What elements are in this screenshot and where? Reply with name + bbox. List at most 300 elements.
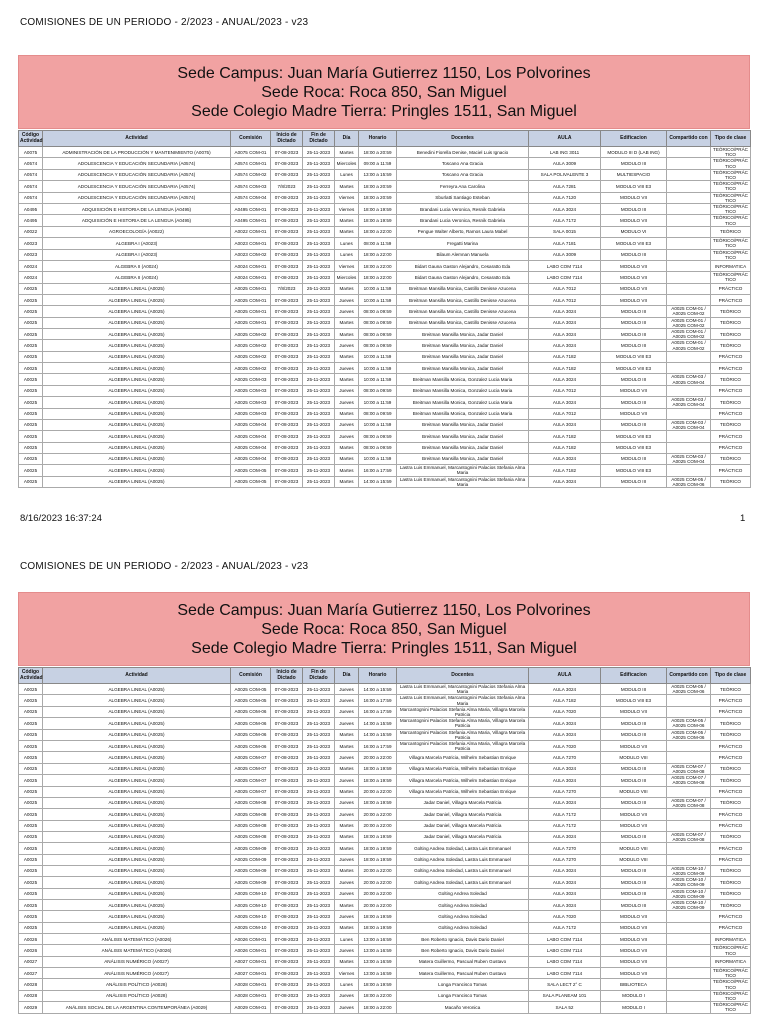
cell-edificacion: MODULO III [601,775,667,786]
cell-inicio: 07-08-2023 [271,408,303,419]
cell-tipo: TEÓRICO [711,453,751,464]
banner-line: Sede Roca: Roca 850, San Miguel [261,620,507,638]
cell-compartido [667,431,711,442]
cell-comision: A0495 COM-01 [231,215,271,226]
cell-edificacion: MULTIESPACIO [601,169,667,180]
footer-page-number: 1 [740,513,746,524]
cell-comision: A0025 COM-09 [231,854,271,865]
cell-actividad: ANÁLISIS NUMÉRICO (A0027) [43,968,231,979]
cell-aula: LABO COM 7114 [529,968,601,979]
cell-edificacion: MODULO VII [601,922,667,933]
cell-codigo: A0025 [19,741,43,752]
cell-fin: 25-11-2023 [303,294,335,305]
cell-edificacion: MODULO III [601,900,667,911]
cell-docentes: Benedini Fiorella Denise, Maciel Luis Ignacio [397,147,529,158]
cell-tipo: TEÓRICO [711,329,751,340]
table-row [19,249,751,260]
cell-dia: Jueves [335,706,359,717]
cell-edificacion: MODULO VIII E3 [601,465,667,476]
cell-edificacion: MODULO VII [601,945,667,956]
cell-actividad: AGROECOLOGÍA (A0022) [43,226,231,237]
cell-compartido [667,843,711,854]
cell-inicio: 07-08-2023 [271,718,303,729]
cell-actividad: ALGEBRA LINEAL (A0025) [43,397,231,408]
cell-fin: 25-11-2023 [303,990,335,1001]
cell-dia: Viernes [335,192,359,203]
cell-aula: AULA 3024 [529,888,601,899]
cell-aula: AULA 7172 [529,922,601,933]
cell-dia: Lunes [335,249,359,260]
cell-actividad: ALGEBRA LINEAL (A0025) [43,329,231,340]
cell-dia: Martes [335,408,359,419]
cell-edificacion: BIBLIOTECA [601,979,667,990]
table-row [19,147,751,158]
cell-codigo: A0025 [19,363,43,374]
table-row [19,317,751,328]
cell-horario: 18:00 a 19:59 [359,775,397,786]
cell-codigo: A0025 [19,706,43,717]
cell-edificacion: MODULO VII [601,272,667,283]
cell-dia: Martes [335,351,359,362]
cell-comision: A0025 COM-03 [231,385,271,396]
cell-aula: AULA 3009 [529,158,601,169]
cell-horario: 20:00 a 22:00 [359,877,397,888]
cell-docentes: Golting Andrea Soledad, Lastra Luis Emmanuel [397,865,529,876]
column-header-horario: Horario [359,131,397,147]
cell-edificacion: MODULO III [601,797,667,808]
cell-tipo: TEÓRICO/PRÁCTICO [711,147,751,158]
cell-docentes: Lastra Luis Emmanuel, Marcantognini Palacios Stefania Alma Maria [397,476,529,487]
cell-actividad: ALGEBRA LINEAL (A0025) [43,911,231,922]
cell-aula: AULA 3024 [529,453,601,464]
cell-tipo: TEÓRICO/PRÁCTICO [711,169,751,180]
cell-aula: SALA 0015 [529,226,601,237]
cell-comision: A0025 COM-06 [231,718,271,729]
cell-edificacion: MODULO III [601,718,667,729]
cell-fin: 25-11-2023 [303,476,335,487]
cell-codigo: A0025 [19,809,43,820]
cell-fin: 25-11-2023 [303,752,335,763]
cell-fin: 25-11-2023 [303,843,335,854]
cell-edificacion: MODULO VIII [601,843,667,854]
cell-docentes: Ben Roberto Ignacio, Davis Dario Daniel [397,934,529,945]
cell-docentes: Bilaum Alemnan Manuela [397,249,529,260]
cell-fin: 25-11-2023 [303,763,335,774]
cell-codigo: A0029 [19,1002,43,1013]
table-row [19,775,751,786]
cell-codigo: A0025 [19,786,43,797]
cell-inicio: 07-08-2023 [271,797,303,808]
cell-codigo: A0025 [19,397,43,408]
cell-codigo: A0025 [19,831,43,842]
cell-codigo: A0025 [19,329,43,340]
table-header-row [19,668,751,684]
cell-comision: A0574 COM-03 [231,181,271,192]
cell-edificacion: MODULO VIII E3 [601,181,667,192]
cell-actividad: ALGEBRA LINEAL (A0025) [43,843,231,854]
cell-dia: Jueves [335,419,359,430]
cell-docentes: Breitman Mansilla Monica, Jadar Daniel [397,363,529,374]
cell-horario: 18:00 a 19:59 [359,911,397,922]
report-title: COMISIONES DE UN PERIODO - 2/2023 - ANUAL/2023 - v23 [20,561,309,572]
cell-inicio: 7/8/2023 [271,181,303,192]
cell-codigo: A0023 [19,238,43,249]
cell-edificacion: MODULO VII [601,408,667,419]
cell-compartido [667,283,711,294]
cell-aula: AULA 7270 [529,752,601,763]
cell-codigo: A0025 [19,442,43,453]
cell-compartido [667,752,711,763]
table-row [19,238,751,249]
cell-fin: 25-11-2023 [303,877,335,888]
cell-edificacion: MODULO VII [601,911,667,922]
cell-codigo: A0025 [19,431,43,442]
cell-aula: AULA 7182 [529,695,601,706]
cell-fin: 25-11-2023 [303,911,335,922]
cell-actividad: ALGEBRA LINEAL (A0025) [43,763,231,774]
cell-compartido [667,979,711,990]
cell-actividad: ALGEBRA LINEAL (A0025) [43,718,231,729]
cell-aula: AULA 3024 [529,419,601,430]
cell-fin: 25-11-2023 [303,317,335,328]
cell-inicio: 07-08-2023 [271,684,303,695]
cell-edificacion: MODULO VII [601,215,667,226]
cell-compartido: A0025 COM-07 / A0025 COM-08 [667,831,711,842]
cell-inicio: 07-08-2023 [271,385,303,396]
cell-actividad: ALGEBRA LINEAL (A0025) [43,294,231,305]
cell-inicio: 07-08-2023 [271,374,303,385]
table-row [19,226,751,237]
cell-edificacion: MODULO VII [601,192,667,203]
cell-edificacion: MODULO III [601,888,667,899]
cell-actividad: ALGEBRA LINEAL (A0025) [43,752,231,763]
cell-docentes: Golting Andrea Soledad, Lastra Luis Emmanuel [397,854,529,865]
cell-edificacion: MODULO VIII E3 [601,442,667,453]
table-row [19,385,751,396]
cell-horario: 20:00 a 22:00 [359,865,397,876]
cell-codigo: A0025 [19,306,43,317]
cell-horario: 08:00 a 09:59 [359,385,397,396]
cell-tipo: TEÓRICO [711,763,751,774]
cell-actividad: ALGEBRA LINEAL (A0025) [43,442,231,453]
cell-tipo: TEÓRICO/PRÁCTICO [711,979,751,990]
cell-compartido [667,922,711,933]
cell-tipo: TEÓRICO/PRÁCTICO [711,945,751,956]
cell-horario: 18:00 a 19:59 [359,922,397,933]
cell-dia: Martes [335,226,359,237]
cell-actividad: ADQUISICIÓN E HISTORIA DE LA LENGUA (A0495) [43,204,231,215]
banner-line: Sede Campus: Juan María Gutierrez 1150, Los Polvorines [177,601,591,619]
cell-docentes: Villagra Marcela Patricia, Wilhelm Sebastian Enrique [397,775,529,786]
cell-actividad: ALGEBRA LINEAL (A0025) [43,809,231,820]
cell-docentes: Villagra Marcela Patricia, Wilhelm Sebastian Enrique [397,763,529,774]
column-header-aula: AULA [529,668,601,684]
cell-actividad: ALGEBRA LINEAL (A0025) [43,900,231,911]
cell-dia: Martes [335,181,359,192]
cell-compartido [667,934,711,945]
cell-comision: A0025 COM-08 [231,820,271,831]
cell-docentes: Breitman Mansilla Monica, Castillo Denisse Azucena [397,283,529,294]
cell-actividad: ALGEBRA LINEAL (A0025) [43,465,231,476]
cell-horario: 10:00 a 11:59 [359,363,397,374]
cell-docentes: Breitman Mansilla Monica, Jadar Daniel [397,453,529,464]
cell-codigo: A0574 [19,192,43,203]
cell-fin: 25-11-2023 [303,385,335,396]
cell-compartido: A0025 COM-07 / A0025 COM-08 [667,797,711,808]
cell-edificacion: MODULO VIII E3 [601,431,667,442]
cell-edificacion: MODULO VII [601,260,667,271]
cell-aula: AULA 3024 [529,877,601,888]
cell-tipo: PRÁCTICO [711,408,751,419]
cell-comision: A0075 COM-01 [231,147,271,158]
cell-edificacion: MODULO III D (LAB ING) [601,147,667,158]
cell-tipo: PRÁCTICO [711,911,751,922]
cell-inicio: 07-08-2023 [271,956,303,967]
cell-edificacion: MODULO VII [601,741,667,752]
cell-actividad: ANÁLISIS POLÍTICO (A0028) [43,990,231,1001]
cell-compartido [667,820,711,831]
cell-codigo: A0025 [19,453,43,464]
cell-aula: AULA 7182 [529,431,601,442]
cell-fin: 25-11-2023 [303,306,335,317]
table-body [19,684,751,1014]
cell-fin: 25-11-2023 [303,408,335,419]
cell-inicio: 07-08-2023 [271,843,303,854]
cell-dia: Martes [335,956,359,967]
cell-edificacion: MODULO VIII E3 [601,238,667,249]
cell-tipo: PRÁCTICO [711,922,751,933]
cell-codigo: A0028 [19,990,43,1001]
cell-actividad: ADMINISTRACIÓN DE LA PRODUCCIÓN Y MANTENIMIENTO (A0075) [43,147,231,158]
table-row [19,329,751,340]
table-row [19,374,751,385]
cell-dia: Viernes [335,260,359,271]
cell-aula: AULA 3024 [529,684,601,695]
cell-edificacion: MODULO III [601,204,667,215]
cell-aula: AULA 7182 [529,351,601,362]
table-row [19,979,751,990]
cell-codigo: A0495 [19,215,43,226]
cell-fin: 25-11-2023 [303,1002,335,1013]
cell-compartido [667,249,711,260]
cell-dia: Jueves [335,945,359,956]
cell-dia: Jueves [335,695,359,706]
cell-docentes: Macaño Veronica [397,1002,529,1013]
cell-comision: A0027 COM-01 [231,956,271,967]
cell-fin: 25-11-2023 [303,340,335,351]
cell-horario: 18:00 a 22:00 [359,272,397,283]
table-row [19,922,751,933]
cell-horario: 20:00 a 22:00 [359,888,397,899]
cell-aula: AULA 7012 [529,283,601,294]
column-header-compartido: Compartido con [667,131,711,147]
cell-edificacion: MODULO I [601,1002,667,1013]
cell-comision: A0025 COM-10 [231,888,271,899]
cell-horario: 18:00 a 22:00 [359,260,397,271]
cell-tipo: TEÓRICO/PRÁCTICO [711,990,751,1001]
cell-comision: A0025 COM-04 [231,453,271,464]
cell-docentes: Lastra Luis Emmanuel, Marcantognini Palacios Stefania Alma Maria [397,695,529,706]
banner-line: Sede Campus: Juan María Gutierrez 1150, Los Polvorines [177,64,591,82]
cell-horario: 18:00 a 19:59 [359,979,397,990]
footer-timestamp: 8/16/2023 16:37:24 [20,513,102,524]
cell-comision: A0025 COM-07 [231,763,271,774]
cell-codigo: A0024 [19,272,43,283]
cell-comision: A0025 COM-02 [231,351,271,362]
cell-horario: 10:00 a 11:59 [359,294,397,305]
cell-docentes: Breitman Mansilla Monica, Gonzalez Lucia Maria [397,374,529,385]
cell-edificacion: MODULO VIII [601,786,667,797]
cell-fin: 25-11-2023 [303,158,335,169]
cell-aula: AULA 3024 [529,329,601,340]
cell-comision: A0022 COM-01 [231,226,271,237]
cell-compartido [667,215,711,226]
cell-fin: 25-11-2023 [303,695,335,706]
cell-inicio: 07-08-2023 [271,865,303,876]
cell-horario: 18:00 a 19:59 [359,843,397,854]
cell-docentes: Villagra Marcela Patricia, Wilhelm Sebastian Enrique [397,752,529,763]
cell-comision: A0025 COM-09 [231,865,271,876]
cell-aula: AULA 7182 [529,363,601,374]
table-row [19,718,751,729]
cell-fin: 25-11-2023 [303,181,335,192]
cell-fin: 25-11-2023 [303,741,335,752]
cell-compartido [667,442,711,453]
cell-tipo: PRÁCTICO [711,854,751,865]
cell-aula: AULA 3024 [529,900,601,911]
cell-compartido [667,695,711,706]
cell-docentes: Toscano Ana Gracia [397,158,529,169]
cell-inicio: 07-08-2023 [271,226,303,237]
cell-dia: Jueves [335,752,359,763]
cell-compartido [667,956,711,967]
cell-edificacion: MODULO III [601,397,667,408]
cell-inicio: 07-08-2023 [271,351,303,362]
cell-horario: 18:00 a 19:59 [359,215,397,226]
cell-codigo: A0025 [19,797,43,808]
cell-inicio: 07-08-2023 [271,911,303,922]
cell-actividad: ALGEBRA LINEAL (A0025) [43,729,231,740]
cell-inicio: 07-08-2023 [271,453,303,464]
cell-docentes: Pengue Walter Alberto, Ramos Laura Mabel [397,226,529,237]
cell-edificacion: MODULO VII [601,820,667,831]
cell-tipo: TEÓRICO [711,877,751,888]
cell-actividad: ALGEBRA LINEAL (A0025) [43,865,231,876]
cell-horario: 14:00 a 15:59 [359,729,397,740]
cell-inicio: 07-08-2023 [271,1002,303,1013]
cell-comision: A0574 COM-01 [231,158,271,169]
cell-fin: 25-11-2023 [303,820,335,831]
cell-fin: 25-11-2023 [303,374,335,385]
column-header-comision: Comisión [231,668,271,684]
column-header-dia: Día [335,668,359,684]
cell-inicio: 07-08-2023 [271,476,303,487]
cell-horario: 08:00 a 09:59 [359,329,397,340]
cell-compartido: A0025 COM-03 / A0025 COM-04 [667,397,711,408]
cell-edificacion: MODULO VII [601,956,667,967]
cell-codigo: A0025 [19,820,43,831]
cell-compartido [667,385,711,396]
cell-fin: 25-11-2023 [303,922,335,933]
cell-inicio: 07-08-2023 [271,158,303,169]
cell-compartido [667,809,711,820]
cell-compartido: A0025 COM-05 / A0025 COM-06 [667,729,711,740]
cell-fin: 25-11-2023 [303,397,335,408]
column-header-inicio: Inicio de Dictado [271,668,303,684]
cell-horario: 13:00 a 16:59 [359,956,397,967]
column-header-compartido: Compartido con [667,668,711,684]
table-header-row [19,131,751,147]
cell-actividad: ALGEBRA II (A0024) [43,272,231,283]
cell-dia: Jueves [335,877,359,888]
cell-dia: Jueves [335,775,359,786]
cell-horario: 13:00 a 16:59 [359,968,397,979]
cell-comision: A0025 COM-07 [231,752,271,763]
cell-fin: 25-11-2023 [303,226,335,237]
cell-inicio: 07-08-2023 [271,934,303,945]
table-row [19,831,751,842]
cell-dia: Martes [335,317,359,328]
cell-codigo: A0025 [19,408,43,419]
cell-horario: 10:00 a 11:59 [359,351,397,362]
cell-compartido [667,169,711,180]
cell-inicio: 07-08-2023 [271,340,303,351]
cell-aula: AULA 3024 [529,797,601,808]
cell-aula: AULA 3009 [529,249,601,260]
cell-fin: 25-11-2023 [303,831,335,842]
cell-comision: A0025 COM-05 [231,695,271,706]
cell-aula: LABO COM 7114 [529,272,601,283]
table-row [19,431,751,442]
cell-horario: 18:00 a 22:00 [359,1002,397,1013]
cell-horario: 20:00 a 22:00 [359,820,397,831]
cell-tipo: TEÓRICO [711,374,751,385]
cell-aula: AULA 7012 [529,294,601,305]
cell-codigo: A0025 [19,888,43,899]
cell-fin: 25-11-2023 [303,249,335,260]
table-row [19,272,751,283]
cell-edificacion: MODULO VII [601,706,667,717]
cell-codigo: A0025 [19,911,43,922]
cell-edificacion: MODULO III [601,329,667,340]
cell-docentes: Lastra Luis Emmanuel, Marcantognini Palacios Stefania Alma Maria [397,465,529,476]
cell-aula: LABO COM 7114 [529,956,601,967]
cell-horario: 10:00 a 11:59 [359,374,397,385]
cell-comision: A0025 COM-05 [231,476,271,487]
cell-actividad: ALGEBRA LINEAL (A0025) [43,706,231,717]
cell-inicio: 07-08-2023 [271,442,303,453]
cell-codigo: A0025 [19,729,43,740]
cell-tipo: PRÁCTICO [711,283,751,294]
cell-compartido [667,181,711,192]
table-row [19,215,751,226]
banner-line: Sede Colegio Madre Tierra: Pringles 1511, San Miguel [191,102,577,120]
cell-inicio: 7/8/2023 [271,283,303,294]
cell-docentes: Brandani Lucia Veronica, Resnik Gabriela [397,215,529,226]
cell-inicio: 07-08-2023 [271,888,303,899]
cell-comision: A0025 COM-07 [231,775,271,786]
cell-aula: AULA 7012 [529,408,601,419]
cell-tipo: TEÓRICO/PRÁCTICO [711,968,751,979]
cell-compartido [667,945,711,956]
cell-compartido [667,272,711,283]
table-row [19,877,751,888]
cell-actividad: ALGEBRA LINEAL (A0025) [43,775,231,786]
cell-aula: AULA 7182 [529,465,601,476]
cell-inicio: 07-08-2023 [271,729,303,740]
cell-compartido [667,1002,711,1013]
cell-actividad: ALGEBRA LINEAL (A0025) [43,374,231,385]
